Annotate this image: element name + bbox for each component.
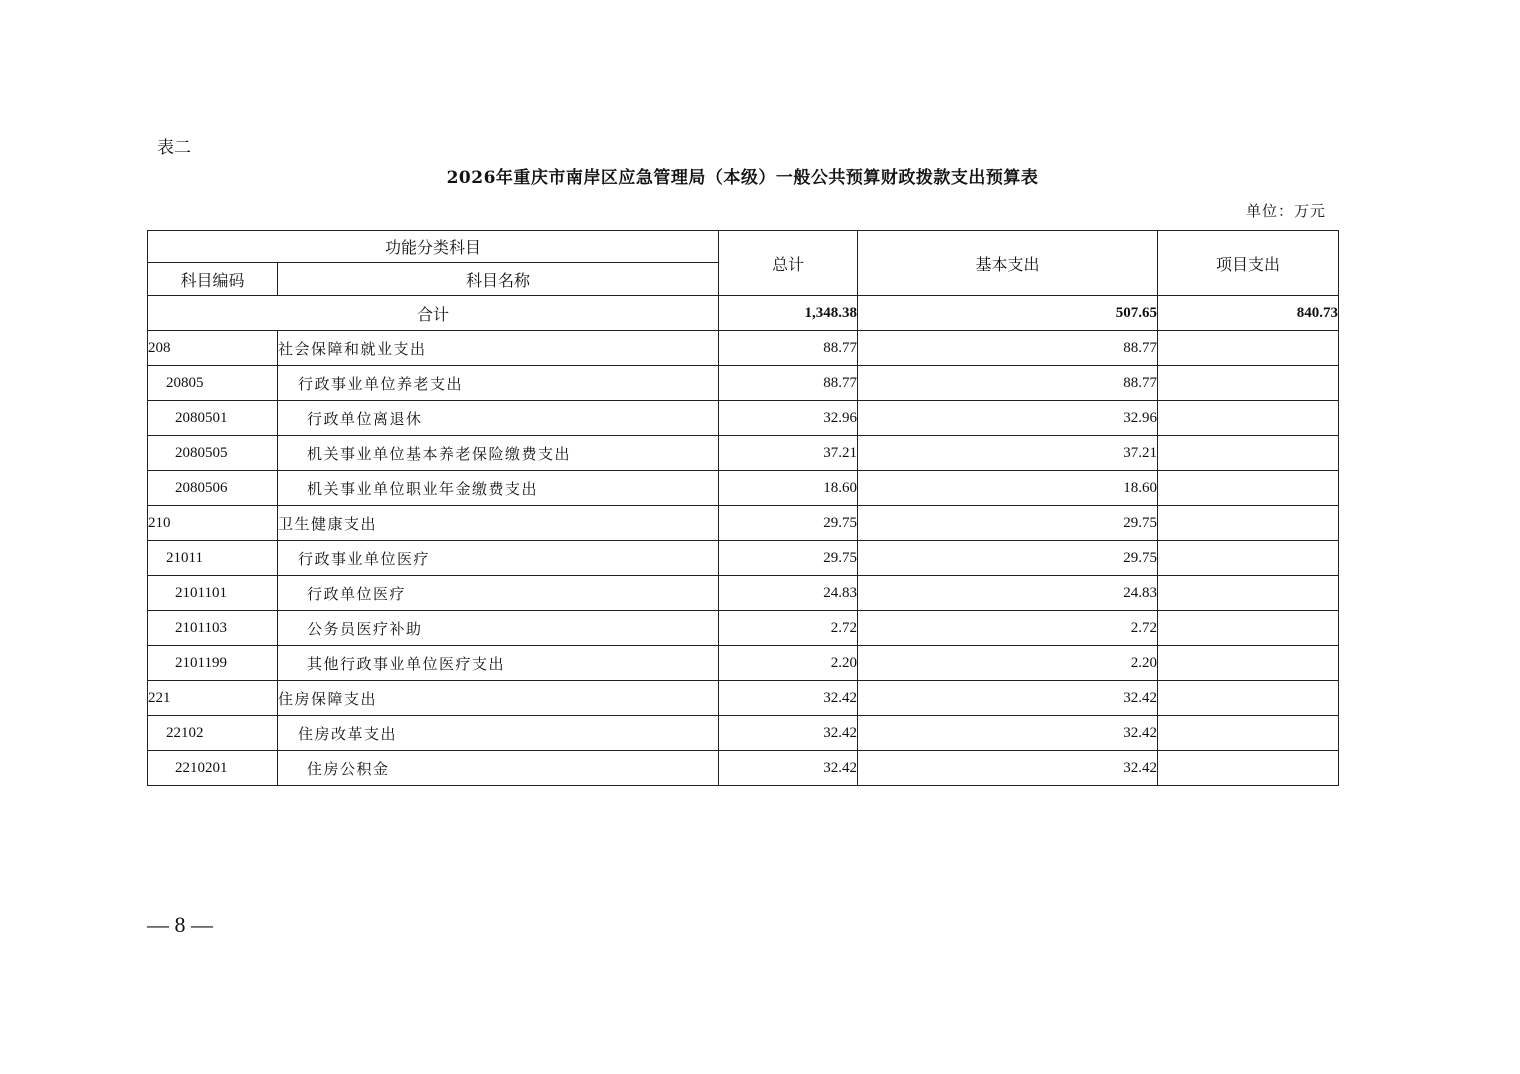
- row-code: 2210201: [148, 751, 278, 786]
- row-project: [1158, 436, 1339, 471]
- row-total: 37.21: [719, 436, 858, 471]
- row-basic: 37.21: [858, 436, 1158, 471]
- total-label: 合计: [148, 296, 719, 331]
- row-basic: 2.72: [858, 611, 1158, 646]
- total-project: 840.73: [1158, 296, 1339, 331]
- row-project: [1158, 576, 1339, 611]
- row-total: 2.72: [719, 611, 858, 646]
- row-name: 住房保障支出: [278, 681, 719, 716]
- header-project: 项目支出: [1158, 231, 1339, 296]
- row-name: 机关事业单位职业年金缴费支出: [278, 471, 719, 506]
- row-project: [1158, 716, 1339, 751]
- table-row: [148, 506, 1339, 541]
- row-basic: 24.83: [858, 576, 1158, 611]
- row-code: 2101103: [148, 611, 278, 646]
- row-code: 208: [148, 331, 278, 366]
- budget-table: [147, 230, 1339, 786]
- row-total: 29.75: [719, 541, 858, 576]
- row-project: [1158, 366, 1339, 401]
- row-project: [1158, 611, 1339, 646]
- row-basic: 88.77: [858, 331, 1158, 366]
- row-basic: 2.20: [858, 646, 1158, 681]
- table-body: [148, 296, 1339, 786]
- document-title: 2026年重庆市南岸区应急管理局（本级）一般公共预算财政拨款支出预算表: [446, 168, 1039, 188]
- row-basic: 29.75: [858, 506, 1158, 541]
- row-name: 行政单位离退休: [278, 401, 719, 436]
- row-basic: 32.42: [858, 681, 1158, 716]
- row-project: [1158, 751, 1339, 786]
- row-project: [1158, 541, 1339, 576]
- table-row: [148, 541, 1339, 576]
- table-row: [148, 716, 1339, 751]
- row-project: [1158, 646, 1339, 681]
- header-name: 科目名称: [278, 263, 719, 296]
- row-project: [1158, 506, 1339, 541]
- row-total: 88.77: [719, 331, 858, 366]
- row-total: 32.42: [719, 716, 858, 751]
- row-project: [1158, 681, 1339, 716]
- table-row: [148, 751, 1339, 786]
- header-code: 科目编码: [148, 263, 278, 296]
- table-row: [148, 681, 1339, 716]
- header-basic: 基本支出: [858, 231, 1158, 296]
- row-name: 行政事业单位医疗: [278, 541, 719, 576]
- table-row: [148, 401, 1339, 436]
- row-code: 22102: [148, 716, 278, 751]
- row-name: 卫生健康支出: [278, 506, 719, 541]
- row-total: 32.96: [719, 401, 858, 436]
- row-name: 社会保障和就业支出: [278, 331, 719, 366]
- row-total: 32.42: [719, 751, 858, 786]
- row-total: 32.42: [719, 681, 858, 716]
- row-code: 2080505: [148, 436, 278, 471]
- row-name: 其他行政事业单位医疗支出: [278, 646, 719, 681]
- table-label: 表二: [157, 138, 191, 158]
- table-row: [148, 646, 1339, 681]
- row-project: [1158, 331, 1339, 366]
- row-basic: 32.42: [858, 716, 1158, 751]
- header-total: 总计: [719, 231, 858, 296]
- unit-label: 单位：万元: [1245, 202, 1326, 220]
- row-basic: 88.77: [858, 366, 1158, 401]
- page-number: — 8 —: [147, 912, 213, 937]
- row-name: 行政事业单位养老支出: [278, 366, 719, 401]
- row-project: [1158, 471, 1339, 506]
- row-project: [1158, 401, 1339, 436]
- table-row: [148, 331, 1339, 366]
- total-basic: 507.65: [858, 296, 1158, 331]
- row-name: 住房改革支出: [278, 716, 719, 751]
- row-basic: 32.96: [858, 401, 1158, 436]
- row-code: 2080506: [148, 471, 278, 506]
- row-name: 行政单位医疗: [278, 576, 719, 611]
- row-total: 88.77: [719, 366, 858, 401]
- table-row: [148, 611, 1339, 646]
- row-basic: 29.75: [858, 541, 1158, 576]
- total-total: 1,348.38: [719, 296, 858, 331]
- row-code: 2080501: [148, 401, 278, 436]
- row-name: 公务员医疗补助: [278, 611, 719, 646]
- row-name: 住房公积金: [278, 751, 719, 786]
- row-total: 18.60: [719, 471, 858, 506]
- row-code: 21011: [148, 541, 278, 576]
- total-row: [148, 296, 1339, 331]
- row-total: 29.75: [719, 506, 858, 541]
- row-code: 2101101: [148, 576, 278, 611]
- row-code: 221: [148, 681, 278, 716]
- row-name: 机关事业单位基本养老保险缴费支出: [278, 436, 719, 471]
- row-code: 20805: [148, 366, 278, 401]
- row-code: 2101199: [148, 646, 278, 681]
- table-row: [148, 576, 1339, 611]
- table-row: [148, 366, 1339, 401]
- row-code: 210: [148, 506, 278, 541]
- header-functional-category: 功能分类科目: [148, 231, 719, 263]
- table-row: [148, 471, 1339, 506]
- row-total: 2.20: [719, 646, 858, 681]
- row-total: 24.83: [719, 576, 858, 611]
- row-basic: 32.42: [858, 751, 1158, 786]
- row-basic: 18.60: [858, 471, 1158, 506]
- table-row: [148, 436, 1339, 471]
